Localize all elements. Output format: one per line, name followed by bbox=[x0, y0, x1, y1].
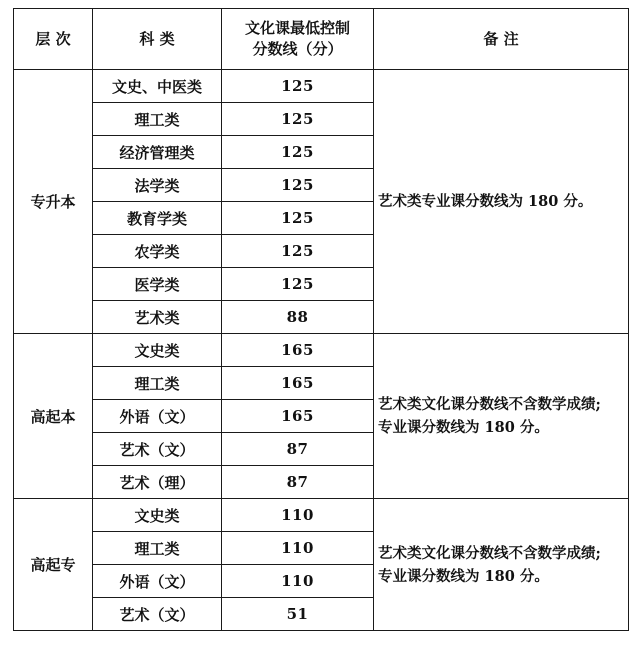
subject-cell: 艺术（文） bbox=[93, 433, 222, 466]
table-row bbox=[14, 334, 629, 367]
table-row bbox=[14, 70, 629, 103]
subject-cell: 文史类 bbox=[93, 499, 222, 532]
subject-cell: 经济管理类 bbox=[93, 136, 222, 169]
note-cell bbox=[374, 499, 629, 631]
score-cell: 125 bbox=[222, 136, 374, 169]
score-cell: 165 bbox=[222, 334, 374, 367]
note-line: 专业课分数线为 180 分。 bbox=[378, 567, 549, 585]
score-cell: 87 bbox=[222, 466, 374, 499]
header-score-line1: 文化课最低控制 bbox=[244, 19, 350, 37]
subject-cell: 理工类 bbox=[93, 367, 222, 400]
subject-cell: 艺术（文） bbox=[93, 598, 222, 631]
note-line: 艺术类文化课分数线不含数学成绩; bbox=[378, 544, 601, 562]
header-note: 备 注 bbox=[374, 9, 629, 70]
subject-cell: 艺术类 bbox=[93, 301, 222, 334]
header-score bbox=[222, 9, 374, 70]
table-header-row bbox=[14, 9, 629, 70]
subject-cell: 艺术（理） bbox=[93, 466, 222, 499]
header-level: 层 次 bbox=[14, 9, 93, 70]
score-cell: 87 bbox=[222, 433, 374, 466]
note-cell bbox=[374, 334, 629, 499]
score-table-container bbox=[13, 8, 628, 631]
subject-cell: 外语（文） bbox=[93, 400, 222, 433]
note-line: 艺术类专业课分数线为 180 分。 bbox=[378, 193, 593, 210]
subject-cell: 法学类 bbox=[93, 169, 222, 202]
score-cell: 125 bbox=[222, 70, 374, 103]
note-line: 专业课分数线为 180 分。 bbox=[378, 419, 549, 436]
header-subject: 科 类 bbox=[93, 9, 222, 70]
subject-cell: 医学类 bbox=[93, 268, 222, 301]
score-cell: 110 bbox=[222, 499, 374, 532]
subject-cell: 农学类 bbox=[93, 235, 222, 268]
score-cell: 125 bbox=[222, 268, 374, 301]
score-cell: 125 bbox=[222, 169, 374, 202]
score-cell: 51 bbox=[222, 598, 374, 631]
subject-cell: 理工类 bbox=[93, 103, 222, 136]
score-cell: 125 bbox=[222, 235, 374, 268]
subject-cell: 文史类 bbox=[93, 334, 222, 367]
level-cell: 高起专 bbox=[14, 499, 93, 631]
score-cell: 165 bbox=[222, 400, 374, 433]
note-line: 艺术类文化课分数线不含数学成绩; bbox=[378, 396, 601, 413]
score-cell: 125 bbox=[222, 202, 374, 235]
score-cell: 110 bbox=[222, 532, 374, 565]
header-score-line2: 分数线（分） bbox=[252, 40, 343, 58]
subject-cell: 教育学类 bbox=[93, 202, 222, 235]
table-row bbox=[14, 499, 629, 532]
score-table bbox=[13, 8, 629, 631]
score-cell: 125 bbox=[222, 103, 374, 136]
score-cell: 110 bbox=[222, 565, 374, 598]
table-body bbox=[14, 70, 629, 631]
subject-cell: 理工类 bbox=[93, 532, 222, 565]
level-cell: 高起本 bbox=[14, 334, 93, 499]
level-cell: 专升本 bbox=[14, 70, 93, 334]
subject-cell: 文史、中医类 bbox=[93, 70, 222, 103]
score-cell: 88 bbox=[222, 301, 374, 334]
score-cell: 165 bbox=[222, 367, 374, 400]
subject-cell: 外语（文） bbox=[93, 565, 222, 598]
note-cell bbox=[374, 70, 629, 334]
